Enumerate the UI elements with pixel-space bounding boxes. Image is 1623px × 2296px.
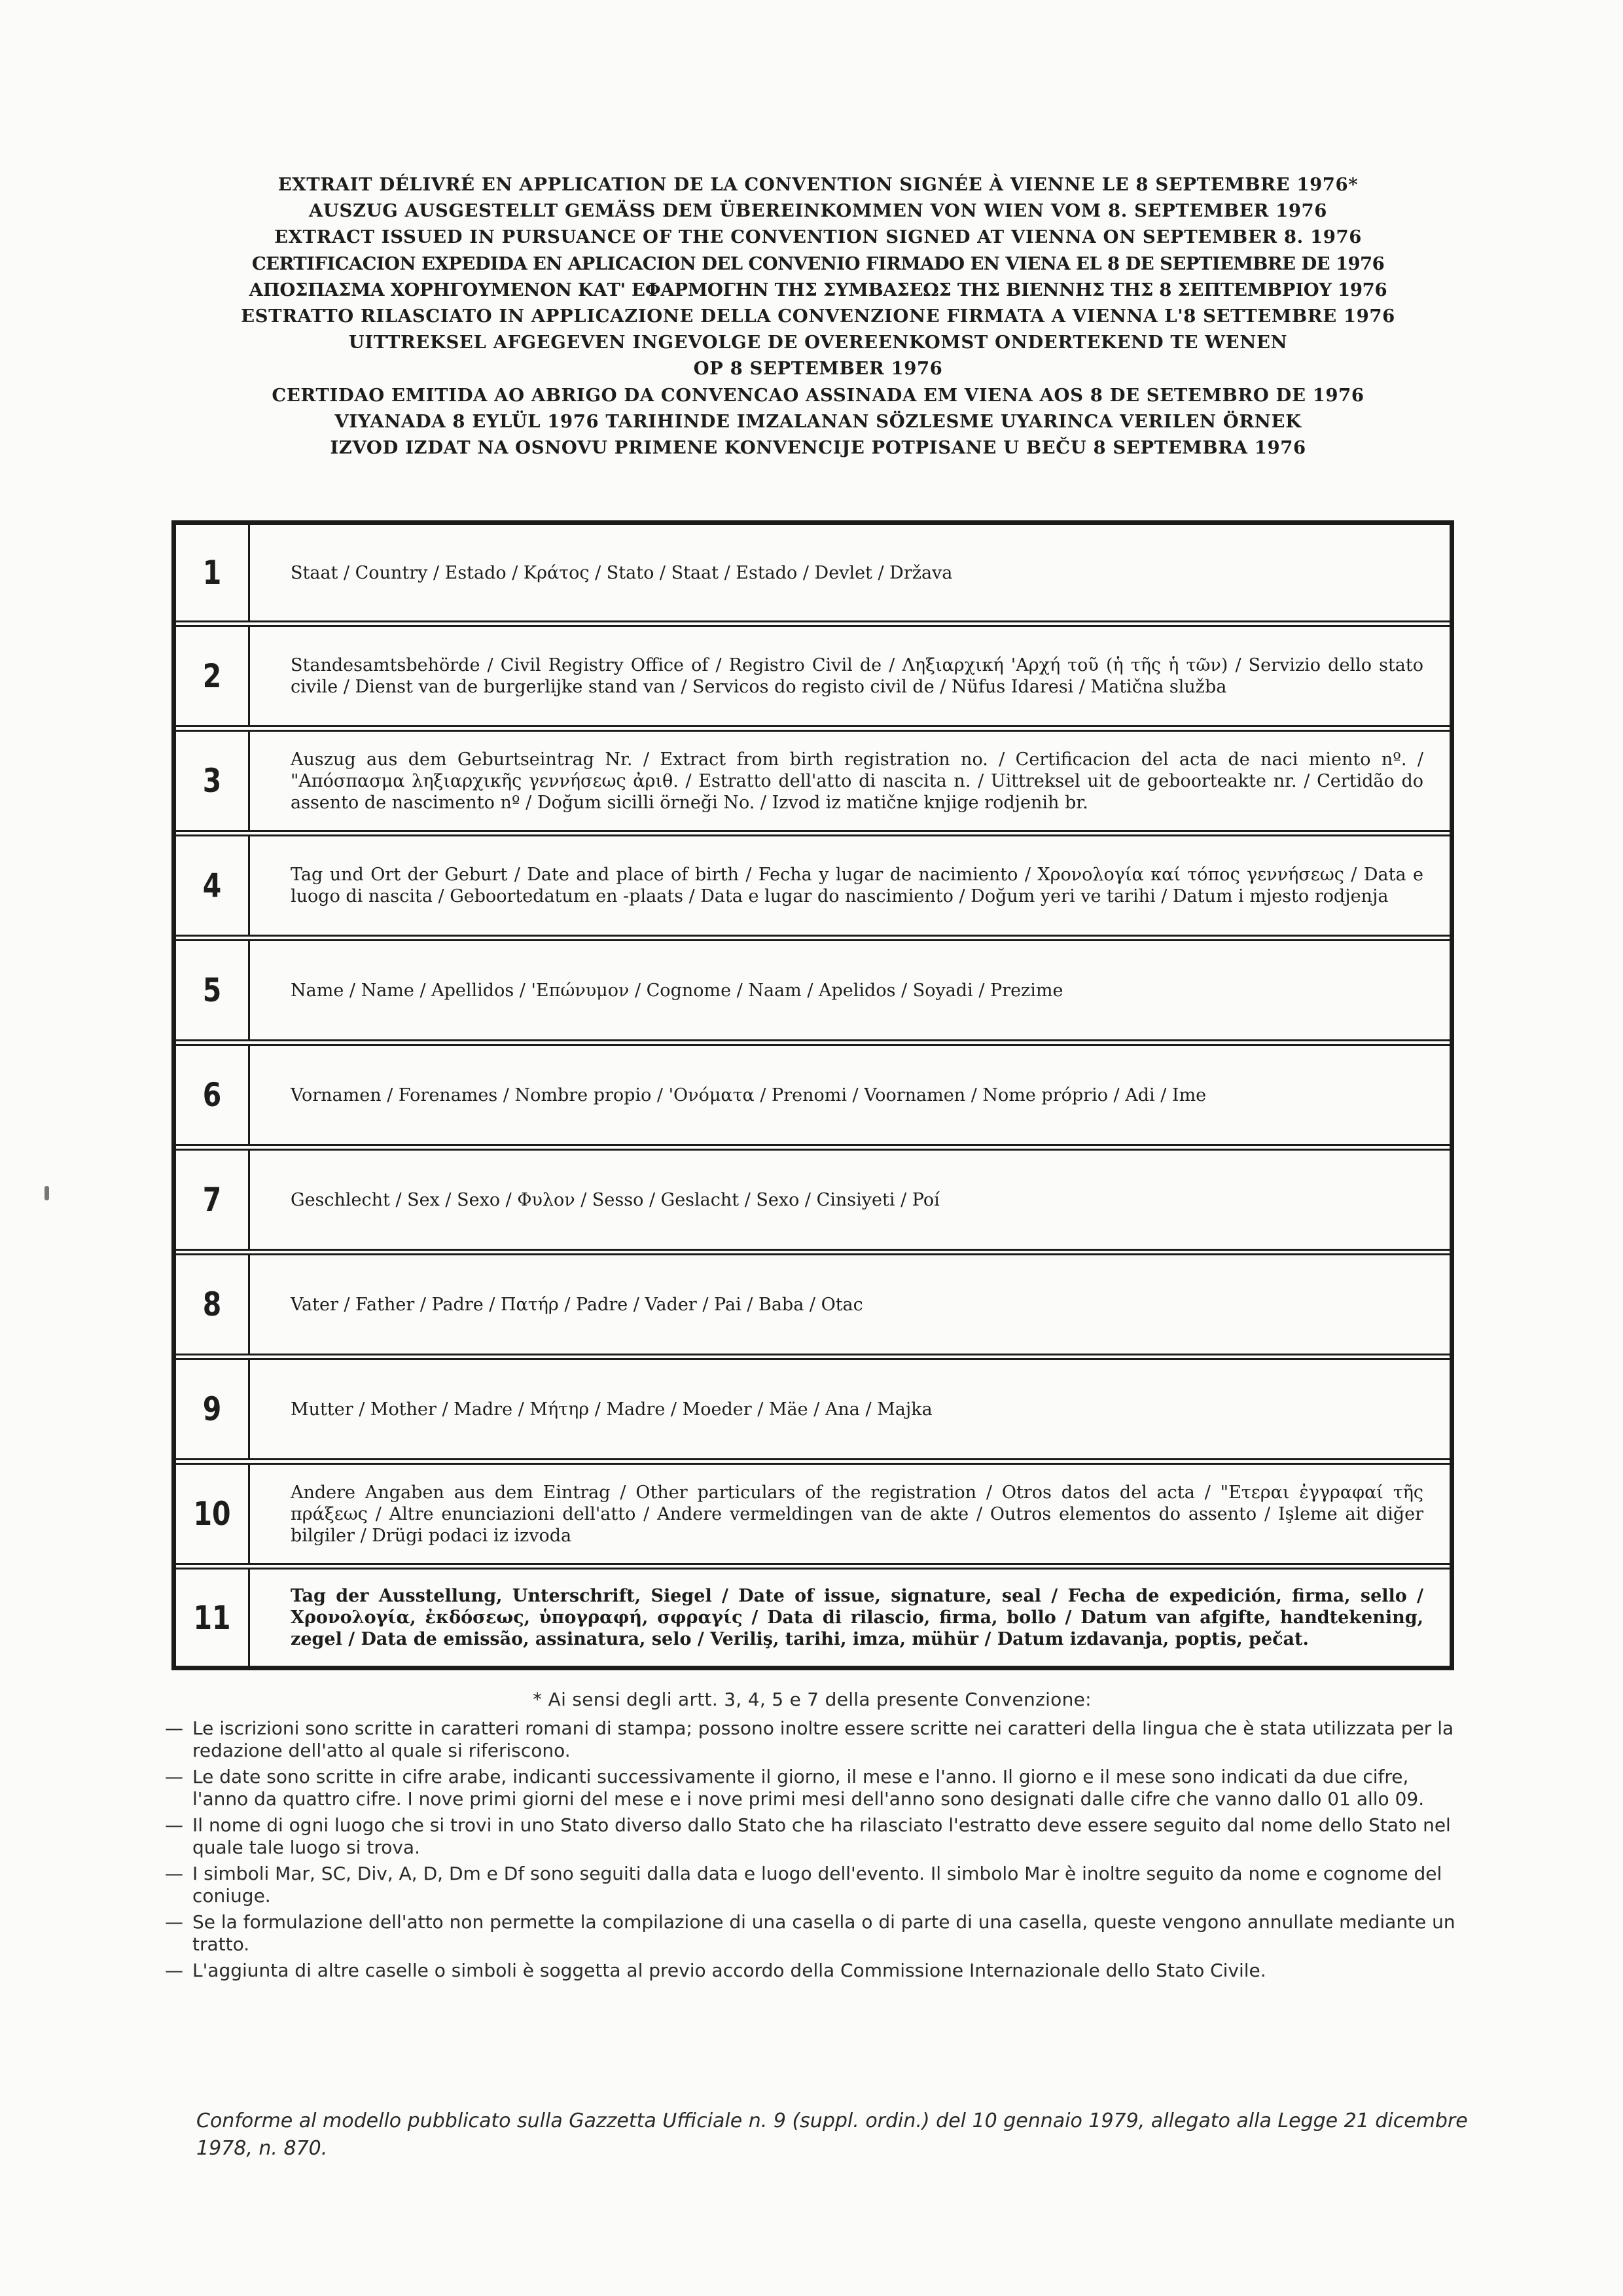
column-divider: [248, 1255, 250, 1354]
header-line-el: ΑΠΟΣΠΑΣΜΑ ΧΟΡΗΓΟΥΜΕΝΟΝ ΚΑΤ' ΕΦΑΡΜΟΓΗΝ ΤΗΣ ΣΥΜΒΑΣΕΩΣ ΤΗΣ ΒΙΕΝΝΗΣ ΤΗΣ 8 ΣΕΠΤΕΜΒΡΙΟΥ 1976: [249, 279, 1387, 300]
header-line-fr: EXTRAIT DÉLIVRÉ EN APPLICATION DE LA CONVENTION SIGNÉE À VIENNE LE 8 SEPTEMBRE 1976*: [277, 174, 1359, 195]
form-row-issue-signature-seal: [176, 1570, 1450, 1666]
row-label: Vornamen / Forenames / Nombre propio / 'Ονόματα / Prenomi / Voornamen / Nome próprio / Adi / Ime: [291, 1085, 1207, 1105]
header-line-en: EXTRACT ISSUED IN PURSUANCE OF THE CONVENTION SIGNED AT VIENNA ON SEPTEMBER 8. 1976: [274, 226, 1362, 248]
header-line-es: CERTIFICACION EXPEDIDA EN APLICACION DEL CONVENIO FIRMADO EN VIENA EL 8 DE SEPTIEMBRE DE 1976: [251, 253, 1385, 274]
note-item: — Se la formulazione dell'atto non permette la compilazione di una casella o di parte di una casella, queste vengono annullate mediante un tratto.: [165, 1911, 1455, 1955]
row-label: Vater / Father / Padre / Πατήρ / Padre / Vader / Pai / Baba / Otac: [291, 1294, 863, 1315]
note-dash: —: [165, 1911, 183, 1933]
form-row-forenames: [176, 1046, 1450, 1144]
column-divider: [248, 941, 250, 1039]
column-divider: [248, 1360, 250, 1458]
note-item: — Le iscrizioni sono scritte in caratteri romani di stampa; possono inoltre essere scritte nei caratteri della lingua che è stata utilizzata per la redazione dell'atto al quale si riferiscono.: [165, 1717, 1454, 1761]
convention-notes: [165, 1689, 1459, 1986]
row-label: Mutter / Mother / Madre / Μήτηρ / Madre / Moeder / Mäe / Ana / Majka: [291, 1399, 933, 1420]
form-row-extract-number: [176, 732, 1450, 830]
row-label: Staat / Country / Estado / Κράτος / Stato / Staat / Estado / Devlet / Država: [291, 562, 953, 583]
header-line-nl-date: OP 8 SEPTEMBER 1976: [693, 358, 943, 380]
row-label: Auszug aus dem Geburtseintrag Nr. / Extract from birth registration no. / Certificacion del acta de naci miento nº. / "Απόσπασμα ληξιαρχικῆς γεννήσεως ἀριθ. / Estratto dell'atto di nascita n. / Uittreksel uit de geboorteakte nr. / Certidão do assento de nascimento nº / Doğum sicilli örneği No. / Izvod iz matične knjige rodjenih br.: [291, 749, 1423, 813]
gazette-conformity-note: Conforme al modello pubblicato sulla Gazzetta Ufficiale n. 9 (suppl. ordin.) del 10 gennaio 1979, allegato alla Legge 21 dicembre 1978, n. 870.: [196, 2109, 1468, 2160]
row-label: Andere Angaben aus dem Eintrag / Other particulars of the registration / Otros datos del acta / "Ετεραι ἐγγραφαί τῆς πράξεως / Altre enunciazioni dell'atto / Andere vermeldingen van de akte / Outros elementos do assento / Işleme ait diğer bilgiler / Drügi podaci iz izvoda: [291, 1482, 1423, 1546]
row-label: Geschlecht / Sex / Sexo / Φυλον / Sesso / Geslacht / Sexo / Cinsiyeti / Poí: [291, 1189, 940, 1210]
row-number: 3: [202, 762, 222, 800]
form-row-other-particulars: [176, 1465, 1450, 1563]
column-divider: [248, 1465, 250, 1563]
row-separator: [176, 830, 1450, 836]
row-separator: [176, 1458, 1450, 1465]
header-line-nl: UITTREKSEL AFGEGEVEN INGEVOLGE DE OVEREENKOMST ONDERTEKEND TE WENEN: [348, 332, 1288, 353]
column-divider: [248, 627, 250, 725]
row-number: 10: [193, 1495, 231, 1533]
note-dash: —: [165, 1717, 183, 1739]
row-number: 6: [202, 1076, 222, 1114]
row-number: 5: [202, 971, 222, 1009]
note-item: — Le date sono scritte in cifre arabe, indicanti successivamente il giorno, il mese e l'anno. Il giorno e il mese sono indicati da due cifre, l'anno da quattro cifre. I nove primi giorni del mese e i nove primi mesi dell'anno sono designati dalle cifre che vanno dallo 01 allo 09.: [165, 1766, 1425, 1810]
row-number: 8: [202, 1285, 222, 1323]
row-label: Tag und Ort der Geburt / Date and place of birth / Fecha y lugar de nacimiento / Χρονολογία καί τόπος γεννήσεως / Data e luogo di nascita / Geboortedatum en -plaats / Data e lugar do nascimiento / Doğum yeri ve tarihi / Datum i mjesto rodjenja: [291, 865, 1423, 906]
row-label: Tag der Ausstellung, Unterschrift, Siegel / Date of issue, signature, seal / Fecha de expedición, firma, sello / Χρονολογία, ἐκδόσεως, ὑπογραφή, σφραγίς / Data di rilascio, firma, bollo / Datum van afgifte, handtekening, zegel / Data de emissão, assinatura, selo / Veriliş, tarihi, imza, mühür / Datum izdavanja, poptis, pečat.: [291, 1586, 1423, 1649]
extract-form-table: [171, 520, 1454, 1670]
row-label: Name / Name / Apellidos / 'Επώνυμον / Cognome / Naam / Apelidos / Soyadi / Prezime: [291, 980, 1063, 1001]
row-separator: [176, 1144, 1450, 1151]
form-row-mother: [176, 1360, 1450, 1458]
scan-speck: [45, 1186, 49, 1200]
column-divider: [248, 1046, 250, 1144]
column-divider: [248, 1151, 250, 1249]
row-label: Standesamtsbehörde / Civil Registry Office of / Registro Civil de / Ληξιαρχική 'Αρχή τοῦ (ἡ τῆς ἡ τῶν) / Servizio dello stato civile / Dienst van de burgerlijke stand van / Servicos do registo civil de / Nüfus Idaresi / Matična služba: [291, 655, 1423, 697]
form-row-registry-office: [176, 627, 1450, 725]
notes-intro: * Ai sensi degli artt. 3, 4, 5 e 7 della presente Convenzione:: [533, 1689, 1092, 1710]
header-line-tr: VIYANADA 8 EYLÜL 1976 TARIHINDE IMZALANAN SÖZLESME UYARINCA VERILEN ÖRNEK: [334, 410, 1302, 432]
column-divider: [248, 836, 250, 935]
note-item: — Il nome di ogni luogo che si trovi in uno Stato diverso dallo Stato che ha rilasciato l'estratto deve essere seguito dal nome dello Stato nel quale tale luogo si trova.: [165, 1814, 1451, 1858]
form-row-surname: [176, 941, 1450, 1039]
row-number: 1: [202, 554, 222, 592]
form-row-father: [176, 1255, 1450, 1354]
note-dash: —: [165, 1766, 183, 1787]
row-separator: [176, 935, 1450, 941]
row-number: 9: [202, 1390, 222, 1428]
form-row-birth-date-place: [176, 836, 1450, 935]
row-separator: [176, 1249, 1450, 1255]
note-dash: —: [165, 1863, 183, 1884]
convention-header: [164, 171, 1472, 461]
column-divider: [248, 1570, 250, 1666]
row-separator: [176, 1563, 1450, 1570]
row-number: 2: [202, 657, 222, 695]
row-separator: [176, 620, 1450, 627]
row-number: 11: [193, 1598, 231, 1637]
note-item: — I simboli Mar, SC, Div, A, D, Dm e Df sono seguiti dalla data e luogo dell'evento. Il simbolo Mar è inoltre seguito da nome e cognome del coniuge.: [165, 1863, 1442, 1907]
row-separator: [176, 725, 1450, 732]
row-separator: [176, 1039, 1450, 1046]
header-line-it: ESTRATTO RILASCIATO IN APPLICAZIONE DELLA CONVENZIONE FIRMATA A VIENNA L'8 SETTEMBRE 1976: [241, 306, 1395, 327]
row-number: 4: [202, 867, 222, 905]
column-divider: [248, 525, 250, 620]
form-row-sex: [176, 1151, 1450, 1249]
header-line-pt: CERTIDAO EMITIDA AO ABRIGO DA CONVENCAO ASSINADA EM VIENA AOS 8 DE SETEMBRO DE 1976: [272, 384, 1364, 406]
form-row-country: [176, 525, 1450, 620]
note-item: — L'aggiunta di altre caselle o simboli è soggetta al previo accordo della Commissione Internazionale dello Stato Civile.: [165, 1960, 1266, 1981]
row-number: 7: [202, 1181, 222, 1219]
note-dash: —: [165, 1814, 183, 1836]
header-line-sr: IZVOD IZDAT NA OSNOVU PRIMENE KONVENCIJE POTPISANE U BEČU 8 SEPTEMBRA 1976: [330, 437, 1306, 459]
row-separator: [176, 1354, 1450, 1360]
note-dash: —: [165, 1960, 183, 1981]
header-line-de: AUSZUG AUSGESTELLT GEMÄSS DEM ÜBEREINKOMMEN VON WIEN VOM 8. SEPTEMBER 1976: [308, 200, 1328, 222]
column-divider: [248, 732, 250, 830]
